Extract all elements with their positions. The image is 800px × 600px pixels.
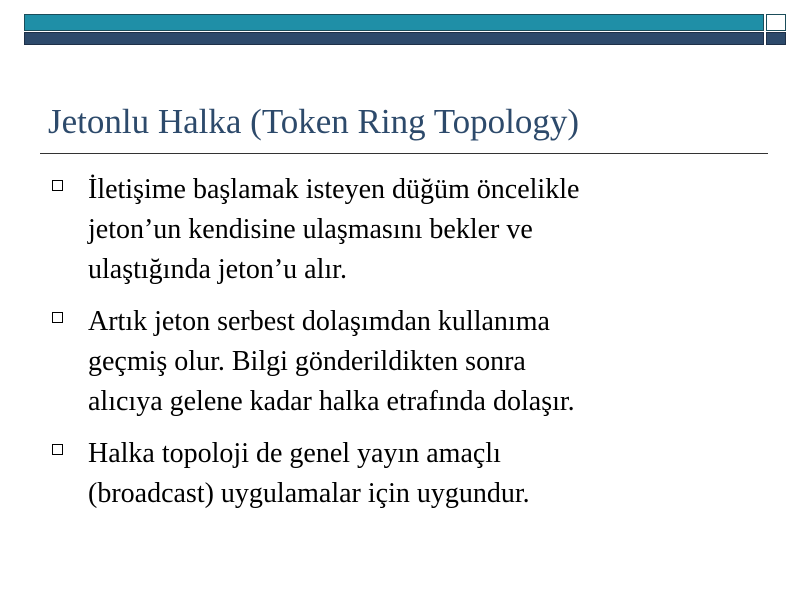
hollow-square-bullet-icon [52, 312, 63, 323]
header-corner-block [766, 14, 786, 45]
bullet-item [48, 170, 748, 290]
header-corner-square-top [766, 14, 786, 31]
bullet-line: jeton’un kendisine ulaşmasını bekler ve [88, 214, 533, 245]
bullet-list [48, 170, 748, 526]
bullet-line: ulaştığında jeton’u alır. [88, 254, 347, 285]
header-corner-square-bottom [766, 32, 786, 45]
bullet-line: alıcıya gelene kadar halka etrafında dolaşır. [88, 386, 575, 417]
header-bar-dark [24, 32, 764, 45]
header-bar-teal [24, 14, 764, 31]
bullet-line: (broadcast) uygulamalar için uygundur. [88, 478, 530, 509]
title-divider [40, 153, 768, 154]
bullet-line: Halka topoloji de genel yayın amaçlı [88, 438, 501, 469]
hollow-square-bullet-icon [52, 444, 63, 455]
bullet-line: geçmiş olur. Bilgi gönderildikten sonra [88, 346, 526, 377]
bullet-line: Artık jeton serbest dolaşımdan kullanıma [88, 306, 550, 337]
bullet-line: İletişime başlamak isteyen düğüm öncelikle [88, 174, 580, 205]
bullet-item [48, 302, 748, 422]
hollow-square-bullet-icon [52, 180, 63, 191]
slide-title: Jetonlu Halka (Token Ring Topology) [48, 102, 580, 141]
bullet-item [48, 434, 748, 514]
